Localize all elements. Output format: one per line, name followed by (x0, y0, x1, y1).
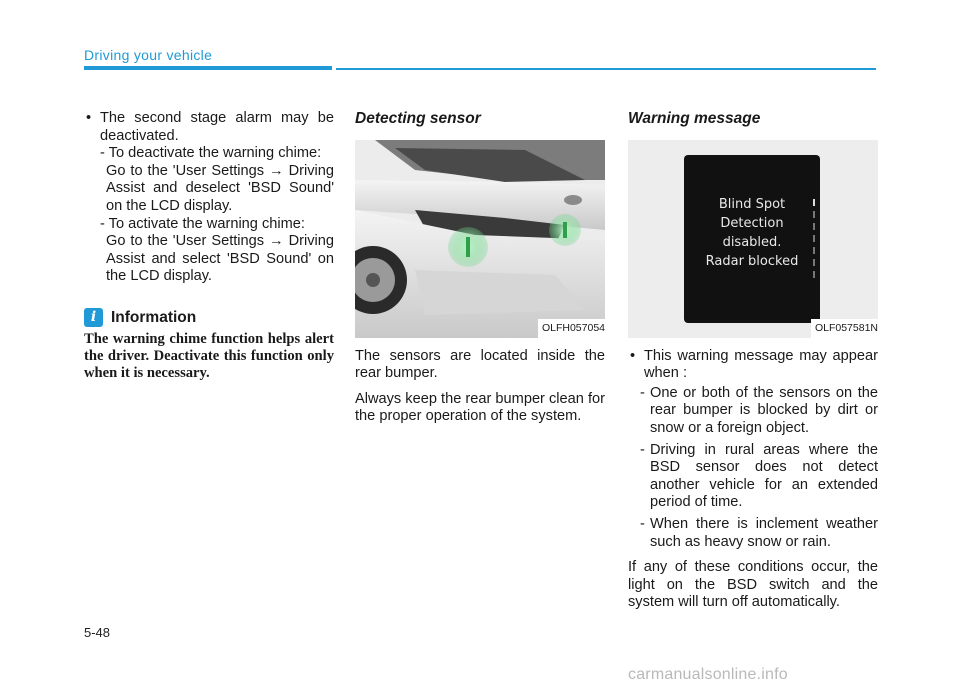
figure-code: OLF057581N (811, 319, 878, 338)
car-rear-illustration (355, 140, 605, 338)
gauge-ticks (812, 199, 816, 279)
sub-deactivate-text: Go to the 'User Settings → Driving Assist and deselect 'BSD Sound' on the LCD display. (106, 162, 334, 214)
sensor-location-text: The sensors are located inside the rear bumper. (355, 347, 605, 382)
page-number: 5-48 (84, 625, 111, 640)
dash-mark: - (640, 441, 645, 458)
column-middle (355, 110, 605, 426)
display-line-2: Detection (720, 215, 784, 231)
watermark: carmanualsonline.info (628, 666, 788, 683)
display-line-4: Radar blocked (705, 253, 799, 269)
bullet-warning-appears: • This warning message may appear when : (628, 348, 878, 383)
dash-mark: - (640, 515, 645, 532)
sub-activate-label (84, 216, 334, 234)
dash-mark: - (640, 384, 645, 401)
information-header (84, 308, 334, 327)
bullet-alarm-deactivation: • The second stage alarm may be deactivated. (84, 110, 334, 145)
information-body: The warning chime function helps alert the driver. Deactivate this function only when it is necessary. (84, 330, 334, 381)
cluster-display (684, 155, 820, 323)
warning-message-title: Warning message (628, 110, 761, 127)
display-line-3: disabled. (722, 234, 782, 250)
condition-item (628, 516, 878, 551)
header-rule-accent (84, 66, 332, 70)
keep-clean-text: Always keep the rear bumper clean for the proper operation of the system. (355, 390, 605, 425)
closing-text: If any of these conditions occur, the light on the BSD switch and the system will turn off automatically. (628, 559, 878, 611)
condition-item (628, 442, 878, 512)
information-icon: i (84, 308, 103, 327)
column-right (628, 110, 878, 612)
detecting-sensor-title: Detecting sensor (355, 110, 481, 127)
sub-activate-text: Go to the 'User Settings → Driving Assist and select 'BSD Sound' on the LCD display. (106, 233, 334, 285)
figure-code: OLFH057054 (538, 319, 605, 338)
rear-bumper-figure (355, 140, 605, 338)
condition-text: When there is inclement weather such as heavy snow or rain. (650, 515, 878, 550)
display-line-1: Blind Spot (718, 196, 786, 212)
column-left (84, 110, 334, 382)
condition-text: One or both of the sensors on the rear bumper is blocked by dirt or snow or a foreign object. (650, 384, 878, 436)
header-rule (336, 68, 876, 70)
sub-activate-label-text: - To activate the warning chime: (100, 215, 305, 232)
sub-deactivate-label (84, 145, 334, 163)
display-message (684, 195, 820, 271)
condition-text: Driving in rural areas where the BSD sensor does not detect another vehicle for an extended period of time. (650, 441, 878, 511)
condition-item (628, 385, 878, 438)
sub-deactivate-label-text: - To deactivate the warning chime: (100, 145, 322, 162)
information-title: Information (111, 308, 197, 326)
section-title: Driving your vehicle (84, 47, 213, 63)
cluster-display-figure (628, 140, 878, 338)
